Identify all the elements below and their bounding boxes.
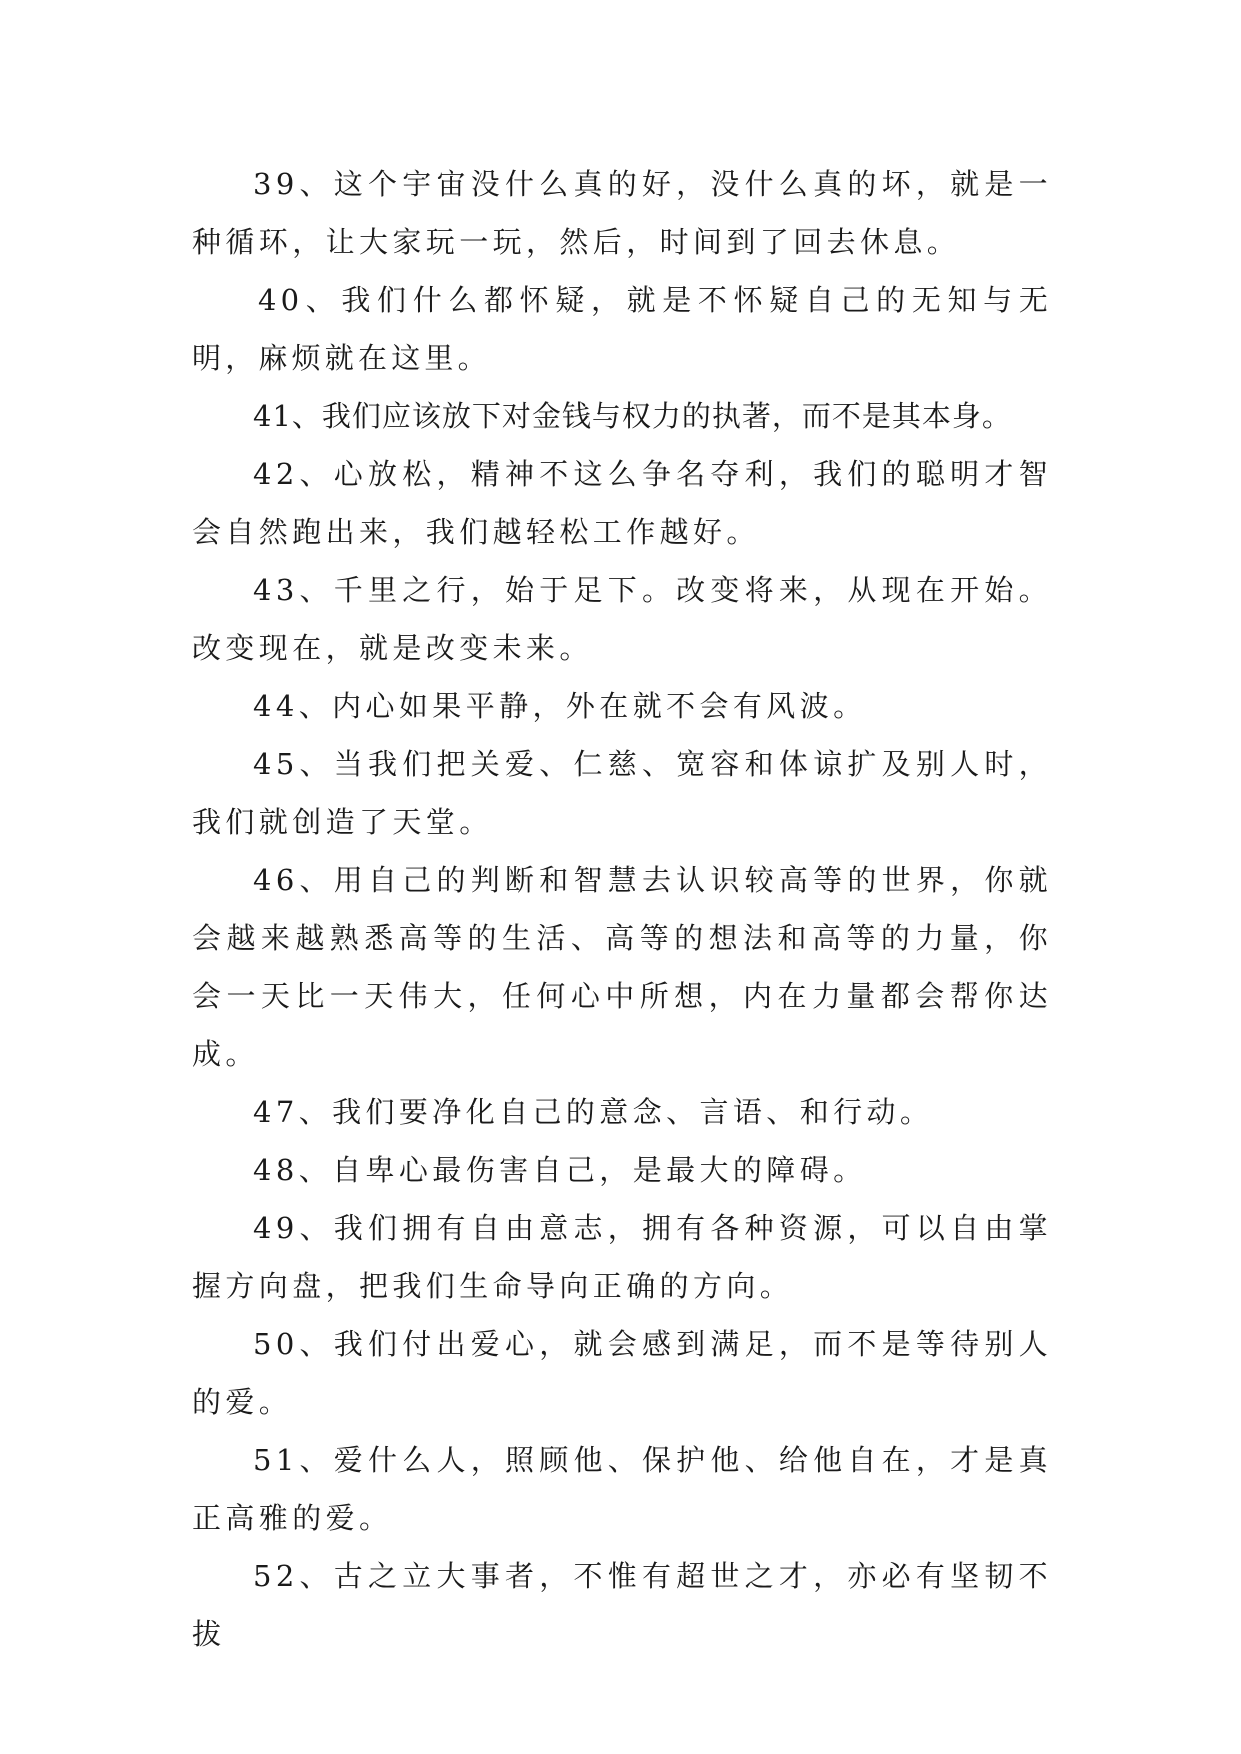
paragraph-47: 47、我们要净化自己的意念、言语、和行动。 <box>253 1095 934 1129</box>
paragraph-44: 44、内心如果平静，外在就不会有风波。 <box>253 689 867 723</box>
paragraph-41: 41、我们应该放下对金钱与权力的执著，而不是其本身。 <box>253 399 1012 433</box>
paragraph-46: 46、用自己的判断和智慧去认识较高等的世界，你就会越来越熟悉高等的生活、高等的想法和高等的力量，你会一天比一天伟大，任何心中所想，内在力量都会帮你达成。 <box>192 863 1052 1071</box>
paragraph-43: 43、千里之行，始于足下。改变将来，从现在开始。改变现在，就是改变未来。 <box>192 573 1052 665</box>
paragraph-49: 49、我们拥有自由意志，拥有各种资源，可以自由掌握方向盘，把我们生命导向正确的方向。 <box>192 1211 1052 1303</box>
paragraph-45: 45、当我们把关爱、仁慈、宽容和体谅扩及别人时，我们就创造了天堂。 <box>192 747 1052 839</box>
paragraph-50: 50、我们付出爱心，就会感到满足，而不是等待别人的爱。 <box>192 1327 1052 1419</box>
paragraph-51: 51、爱什么人，照顾他、保护他、给他自在，才是真正高雅的爱。 <box>192 1443 1052 1535</box>
paragraph-40: 40、我们什么都怀疑，就是不怀疑自己的无知与无明，麻烦就在这里。 <box>192 283 1052 375</box>
paragraph-42: 42、心放松，精神不这么争名夺利，我们的聪明才智会自然跑出来，我们越轻松工作越好。 <box>192 457 1052 549</box>
document-body <box>192 155 1052 1663</box>
paragraph-48: 48、自卑心最伤害自己，是最大的障碍。 <box>253 1153 867 1187</box>
paragraph-52: 52、古之立大事者，不惟有超世之才，亦必有坚韧不拔 <box>192 1559 1052 1651</box>
paragraph-39: 39、这个宇宙没什么真的好，没什么真的坏，就是一种循环，让大家玩一玩，然后，时间到了回去休息。 <box>192 167 1052 259</box>
